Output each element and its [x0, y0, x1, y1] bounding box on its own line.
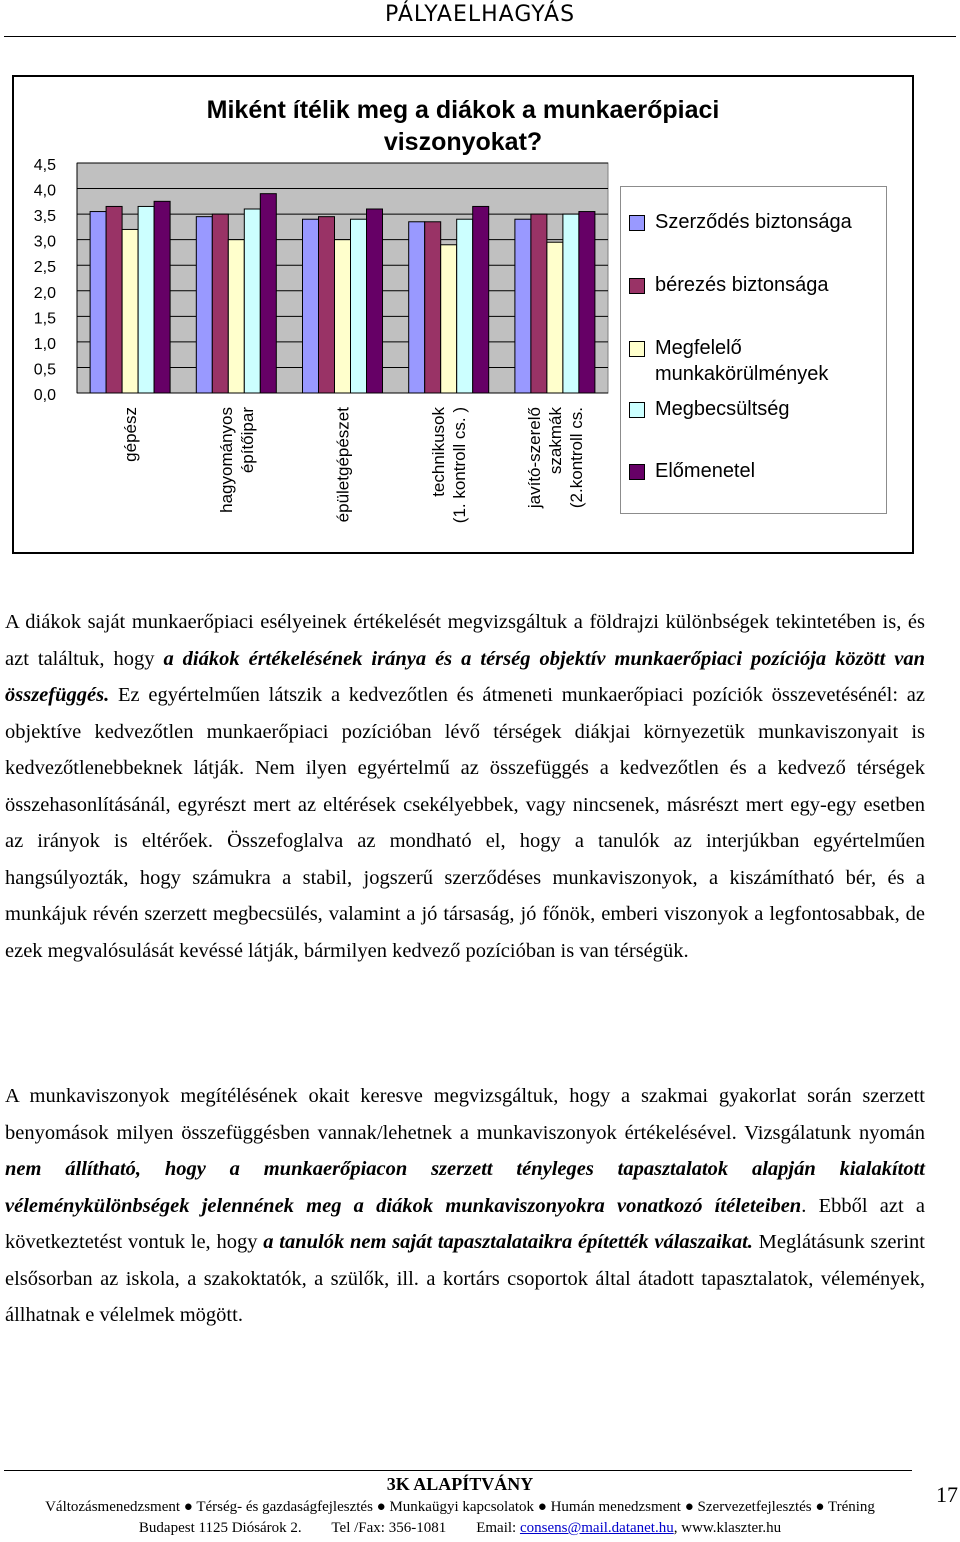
page-number: 17 — [936, 1482, 958, 1507]
body-text-segment: A diákok saját munkaerőpiaci esélyeinek értékelését megvizsgáltuk a földrajzi különbségek tekintetében is, és azt találtuk, hogy — [5, 611, 925, 670]
body-paragraph-1 — [5, 604, 925, 969]
y-tick-label: 2,5 — [33, 259, 56, 277]
bar — [90, 212, 106, 393]
bar — [441, 245, 457, 393]
legend-item-berezes — [629, 272, 828, 298]
emphasized-text: a diákok értékelésének iránya és a térség objektív munkaerőpiaci pozíciója között van összefüggés. — [5, 647, 925, 706]
legend-item-szerzodes — [629, 209, 852, 235]
x-category-label: építőipar — [237, 407, 257, 474]
bar — [138, 206, 154, 393]
body-text-segment: A munkaviszonyok megítélésének okait keresve megvizsgáltuk, hogy a szakmai gyakorlat során szerzett benyomások milyen összefüggésben vannak/lehetnek a munkaviszonyok értékelésével. Vizsgálatunk nyomán — [5, 1085, 925, 1144]
legend-label-szerzodes: Szerződés biztonsága — [655, 211, 852, 233]
chart-title-line-2: viszonyokat? — [383, 128, 543, 156]
footer-email-link[interactable]: consens@mail.datanet.hu — [519, 1520, 674, 1536]
y-tick-label: 3,5 — [33, 208, 56, 226]
footer-phone: Tel /Fax: 356-1081 — [331, 1520, 447, 1536]
body-text-segment: Meglátásunk szerint elsősorban az iskola, a szakoktatók, a szülők, ill. a kortárs csoportok által átadott tapasztalatok, vélemények, állhatnak e vélelmek mögött. — [5, 1231, 925, 1326]
legend-swatch-szerzodes — [629, 215, 645, 231]
bar — [425, 222, 441, 393]
bar — [457, 219, 473, 393]
x-category-label: szakmák — [545, 407, 565, 475]
bar — [563, 214, 579, 393]
legend-label-berezes: bérezés biztonsága — [655, 274, 829, 296]
bar — [303, 219, 319, 393]
y-tick-label: 0,5 — [33, 361, 56, 379]
x-category-label: gépész — [121, 407, 141, 462]
bar — [319, 217, 335, 393]
x-category-label: hagyományos — [216, 407, 236, 513]
bar — [335, 240, 351, 393]
footer-service: Humán menedzsment — [550, 1499, 681, 1515]
bar — [351, 219, 367, 393]
y-tick-label: 3,0 — [33, 233, 56, 251]
bar — [244, 209, 260, 393]
legend-swatch-berezes — [629, 278, 645, 294]
legend-label-megbecsultseg: Megbecsültség — [655, 398, 790, 420]
chart-title-line-1: Miként ítélik meg a diákok a munkaerőpiaci — [206, 96, 720, 124]
chart-title — [160, 94, 766, 158]
legend-swatch-elomenetel — [629, 464, 645, 480]
y-tick-label: 1,5 — [33, 310, 56, 328]
legend-label-munkakorulmenyek — [655, 335, 828, 387]
footer-org-name: 3K ALAPÍTVÁNY — [386, 1474, 534, 1494]
bar — [547, 242, 563, 393]
bar — [260, 194, 276, 393]
legend-label-munkakorulmenyek-line-1: Megfelelő — [655, 337, 742, 359]
body-text-segment: . Ebből azt a következtetést vontuk le, hogy — [5, 1194, 925, 1253]
legend-swatch-megbecsultseg — [629, 402, 645, 418]
legend-item-elomenetel — [629, 458, 755, 484]
bar — [228, 240, 244, 393]
footer-service: Térség- és gazdaságfejlesztés — [196, 1499, 373, 1515]
footer-service: Munkaügyi kapcsolatok — [389, 1499, 535, 1515]
bar — [473, 206, 489, 393]
y-tick-label: 4,5 — [33, 157, 56, 174]
x-category-label: (2.kontroll cs. — [566, 407, 586, 509]
bar — [196, 217, 212, 393]
y-tick-label: 2,0 — [33, 284, 56, 302]
footer-services: Változásmenedzsment ● Térség- és gazdaságfejlesztés ● Munkaügyi kapcsolatok ● Humán menedzsment ● Szervezetfejlesztés ● Tréning — [45, 1499, 875, 1515]
y-tick-label: 4,0 — [33, 182, 56, 200]
legend-swatch-munkakorulmenyek — [629, 341, 645, 357]
bar — [409, 222, 425, 393]
emphasized-text: a tanulók nem saját tapasztalataikra építették válaszaikat. — [263, 1231, 753, 1253]
x-category-label: (1. kontroll cs. ) — [450, 407, 470, 524]
bar — [122, 229, 138, 393]
emphasized-text: nem állítható, hogy a munkaerőpiacon szerzett tényleges tapasztalatok alapján kialakított véleménykülönbségek jelennének meg a diákok munkaviszonyokra vonatkozó ítéleteiben — [5, 1158, 925, 1217]
y-tick-label: 0,0 — [33, 387, 56, 404]
legend-label-munkakorulmenyek-line-2: munkakörülmények — [655, 363, 829, 385]
legend-item-munkakorulmenyek — [629, 335, 828, 387]
bar — [579, 212, 595, 393]
legend-item-megbecsultseg — [629, 396, 790, 422]
bar — [212, 214, 228, 393]
x-category-label: épületgépészet — [333, 407, 353, 523]
footer-service: Tréning — [827, 1499, 875, 1515]
legend-label-elomenetel: Előmenetel — [655, 460, 756, 482]
footer-address: Budapest 1125 Diósárok 2. — [138, 1520, 302, 1536]
body-paragraph-2 — [5, 1078, 925, 1334]
page-header-title: PÁLYAELHAGYÁS — [384, 2, 576, 27]
bar — [154, 201, 170, 393]
chart-legend — [620, 186, 887, 514]
footer-email-label: Email: — [476, 1520, 517, 1536]
y-tick-label: 1,0 — [33, 335, 56, 353]
footer-service: Szervezetfejlesztés — [697, 1499, 812, 1515]
x-category-label: javító-szerelő — [524, 407, 544, 509]
x-category-label: technikusok — [429, 407, 449, 497]
bar — [515, 219, 531, 393]
footer-service: Változásmenedzsment — [45, 1499, 181, 1515]
bar — [367, 209, 383, 393]
body-text-segment: Ez egyértelműen látszik a kedvezőtlen és átmeneti munkaerőpiaci pozíciók összevetésénél: az objektíve kedvezőtlen munkaerőpiaci pozícióban lévő térségek diákjai környezetük munkaviszonyait is kedvezőtlenebbeknek látják. Nem ilyen egyértelmű az összefüggés a kedvezőtlen és a kedvező térségek összehasonlításánál, egyrészt mert az eltérések csekélyebbek, vagy nincsenek, másrészt mert egy-egy esetben az irányok is eltérőek. Összefoglalva az mondható el, hogy a tanulók az interjúkban egyértelműen hangsúlyozták, hogy számukra a stabil, jogszerű szerződéses munkaviszonyok, a kiszámítható bér, és a munkájuk révén szerzett megbecsülés, valamint a jó társaság, jó főnök, emberi viszonyok a legfontosabbak, de ezek megvalósulását kevéssé látják, bármilyen kedvező pozícióban is van térségük. — [5, 684, 925, 962]
bar — [106, 206, 122, 393]
footer-divider — [4, 1470, 912, 1471]
footer-web[interactable]: , www.klaszter.hu — [673, 1520, 782, 1536]
footer-contact — [0, 1520, 920, 1537]
bar — [531, 214, 547, 393]
